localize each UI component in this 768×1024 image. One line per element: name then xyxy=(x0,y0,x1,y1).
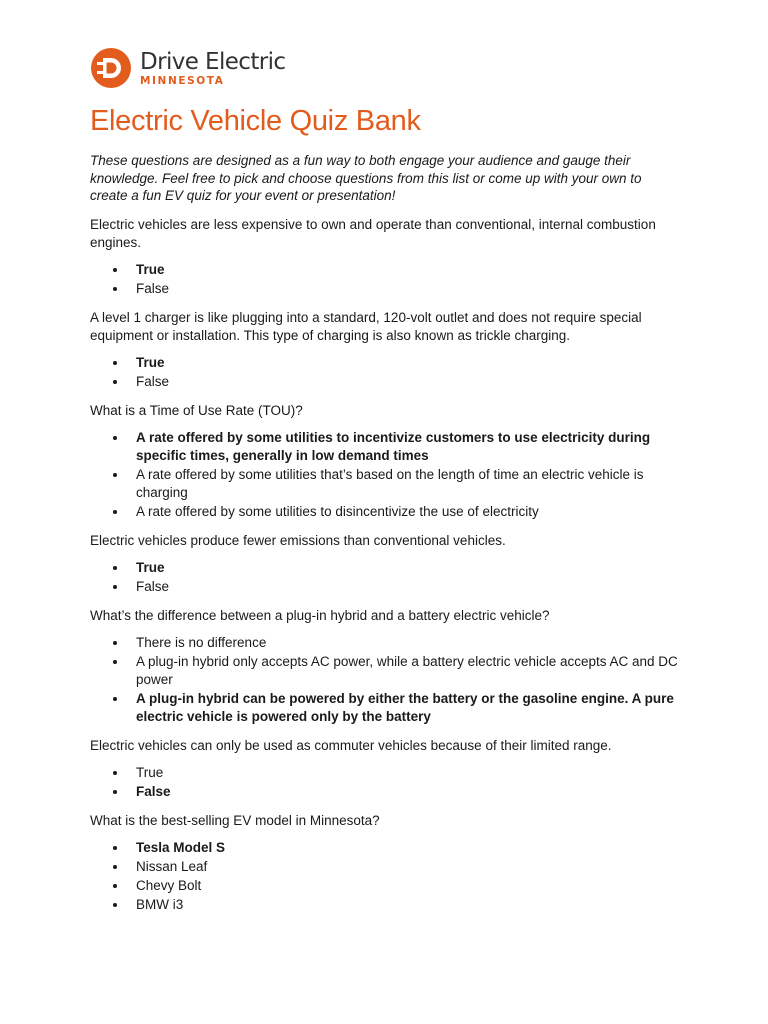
answer-list xyxy=(90,261,680,298)
answer-item: False xyxy=(90,373,680,391)
answer-list xyxy=(90,634,680,726)
quiz-question-block xyxy=(90,737,680,801)
brand-subtitle: MINNESOTA xyxy=(140,74,225,87)
answer-item: False xyxy=(90,280,680,298)
answer-item: True xyxy=(90,764,680,782)
quiz-list xyxy=(90,216,680,914)
quiz-question-block xyxy=(90,532,680,596)
quiz-question-block xyxy=(90,402,680,521)
answer-list xyxy=(90,429,680,521)
question-text: A level 1 charger is like plugging into a standard, 120-volt outlet and does not require special equipment or installation. This type of charging is also known as trickle charging. xyxy=(90,309,642,343)
intro-paragraph: These questions are designed as a fun way to both engage your audience and gauge their knowledge. Feel free to pick and choose questions from this list or come up with your own to create a fun EV quiz for your event or presentation! xyxy=(90,153,642,203)
answer-item: A rate offered by some utilities to disincentivize the use of electricity xyxy=(90,503,680,521)
quiz-question-block xyxy=(90,216,680,298)
answer-item-correct: True xyxy=(90,261,680,279)
question-text: What’s the difference between a plug-in hybrid and a battery electric vehicle? xyxy=(90,607,550,623)
question-text: What is the best-selling EV model in Minnesota? xyxy=(90,812,380,828)
brand-name: Drive Electric xyxy=(140,48,286,75)
question-text: Electric vehicles are less expensive to own and operate than conventional, internal combustion engines. xyxy=(90,216,656,250)
brand-logo xyxy=(90,44,680,92)
question-text: What is a Time of Use Rate (TOU)? xyxy=(90,402,303,418)
answer-item-correct: Tesla Model S xyxy=(90,839,680,857)
answer-item-correct: False xyxy=(90,783,680,801)
answer-list xyxy=(90,354,680,391)
answer-item: There is no difference xyxy=(90,634,680,652)
quiz-question-block xyxy=(90,607,680,726)
plug-d-logo-icon xyxy=(90,47,132,89)
answer-item-correct: A rate offered by some utilities to incentivize customers to use electricity during specific times, generally in low demand times xyxy=(90,429,680,465)
answer-item: BMW i3 xyxy=(90,896,680,914)
answer-item: A plug-in hybrid only accepts AC power, while a battery electric vehicle accepts AC and DC power xyxy=(90,653,680,689)
answer-item: Nissan Leaf xyxy=(90,858,680,876)
answer-item: Chevy Bolt xyxy=(90,877,680,895)
brand-wordmark xyxy=(140,50,285,87)
answer-item-correct: A plug-in hybrid can be powered by either the battery or the gasoline engine. A pure electric vehicle is powered only by the battery xyxy=(90,690,680,726)
answer-item-correct: True xyxy=(90,354,680,372)
answer-list xyxy=(90,839,680,914)
answer-item-correct: True xyxy=(90,559,680,577)
question-text: Electric vehicles can only be used as commuter vehicles because of their limited range. xyxy=(90,737,612,753)
quiz-question-block xyxy=(90,812,680,914)
answer-list xyxy=(90,559,680,596)
quiz-question-block xyxy=(90,309,680,391)
document-page xyxy=(90,44,680,915)
answer-item: A rate offered by some utilities that’s based on the length of time an electric vehicle is charging xyxy=(90,466,680,502)
answer-list xyxy=(90,764,680,801)
answer-item: False xyxy=(90,578,680,596)
question-text: Electric vehicles produce fewer emissions than conventional vehicles. xyxy=(90,532,506,548)
page-title: Electric Vehicle Quiz Bank xyxy=(90,105,421,137)
